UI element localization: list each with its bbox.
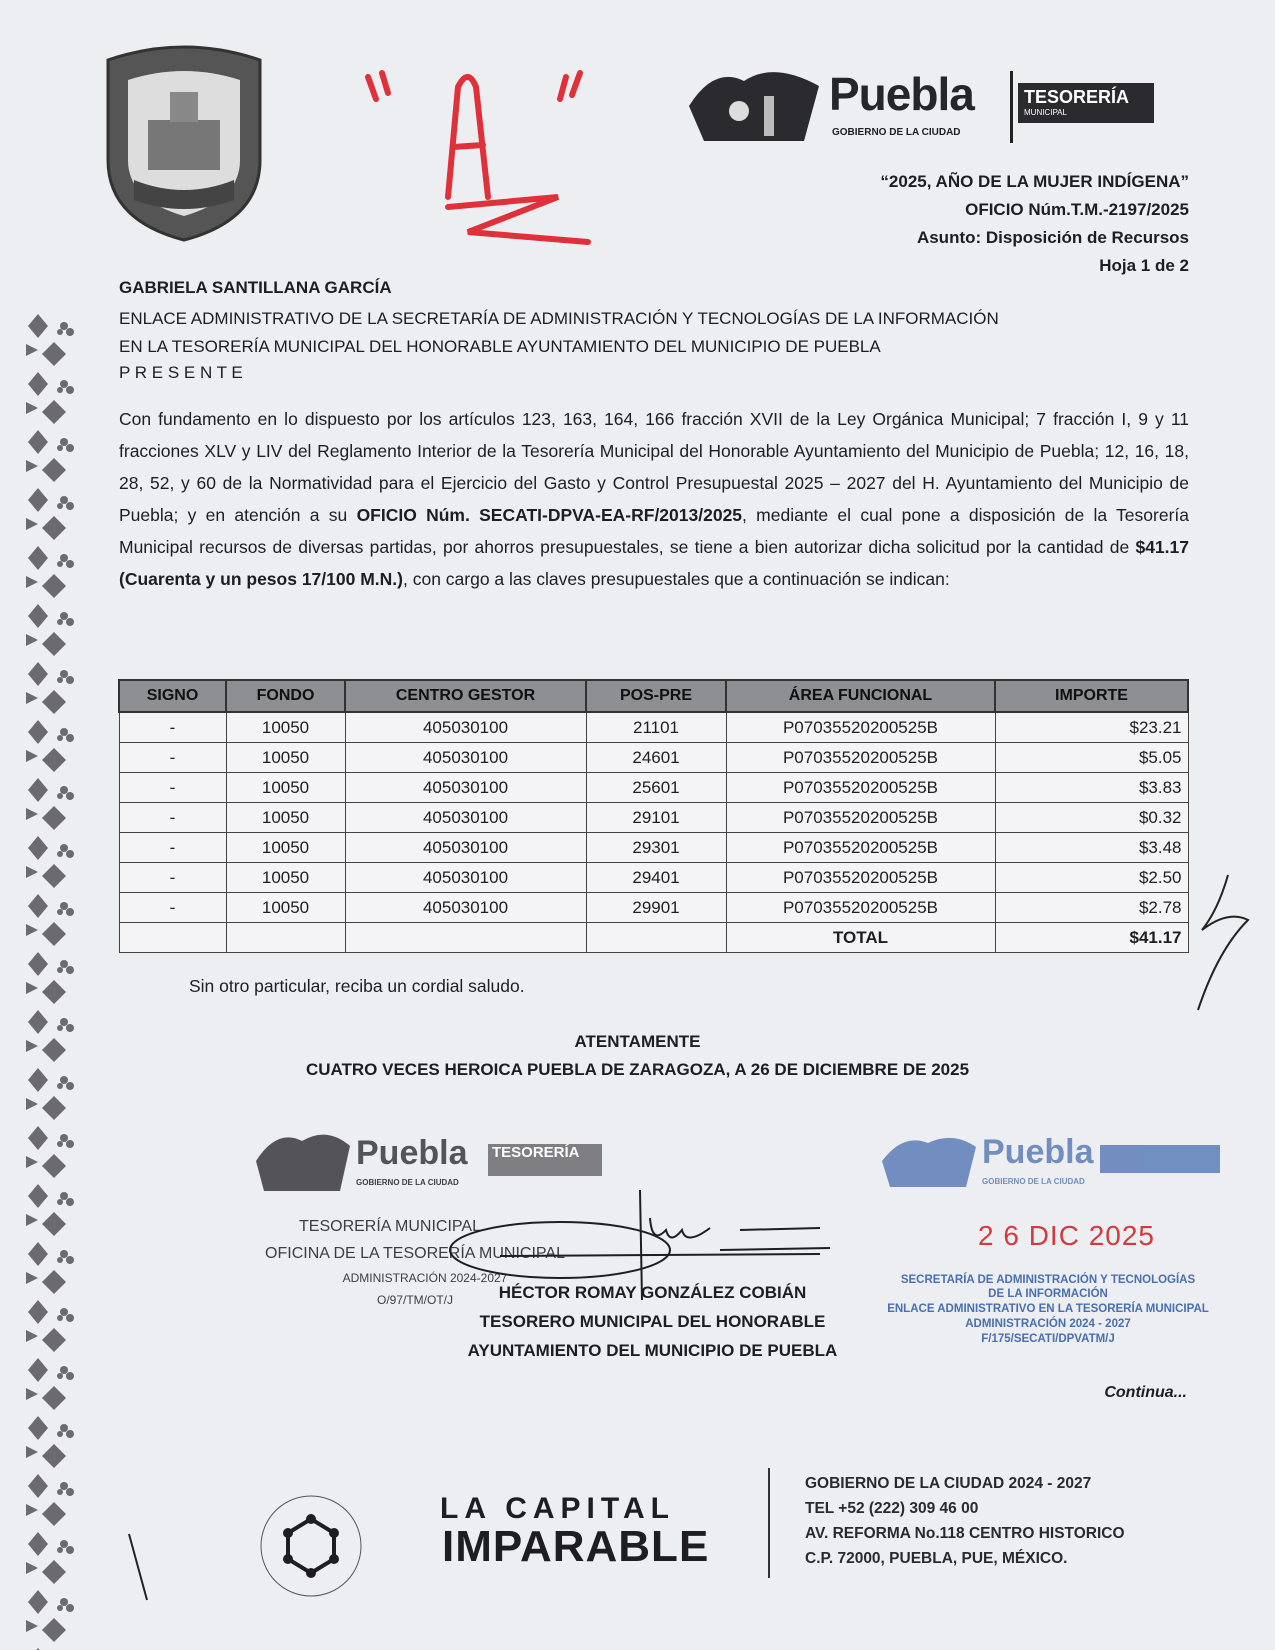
table-cell: P07035520200525B (726, 863, 995, 893)
stamp-line4: O/97/TM/OT/J (376, 1293, 453, 1307)
budget-table (118, 679, 1189, 953)
column-header: ÁREA FUNCIONAL (726, 680, 995, 712)
table-cell: $0.32 (995, 803, 1188, 833)
table-cell: 29401 (586, 863, 726, 893)
received-date-stamp: 2 6 DIC 2025 (978, 1220, 1155, 1251)
table-row (119, 803, 1188, 833)
table-cell: 10050 (226, 743, 345, 773)
column-header: IMPORTE (995, 680, 1188, 712)
table-row (119, 712, 1188, 743)
table-cell: 29901 (586, 893, 726, 923)
decorative-border (24, 312, 80, 1650)
table-cell: 405030100 (345, 803, 586, 833)
table-cell: 10050 (226, 803, 345, 833)
table-cell: 10050 (226, 863, 345, 893)
footer-line2: TEL +52 (222) 309 46 00 (805, 1500, 979, 1517)
table-cell: - (119, 893, 226, 923)
asunto: Asunto: Disposición de Recursos (916, 228, 1189, 247)
stamp-line1: TESORERÍA MUNICIPAL (299, 1218, 481, 1235)
table-cell: P07035520200525B (726, 712, 995, 743)
received-stamp-line2: DE LA INFORMACIÓN (988, 1288, 1108, 1300)
table-cell: P07035520200525B (726, 893, 995, 923)
signer-title1: TESORERO MUNICIPAL DEL HONORABLE (479, 1312, 826, 1331)
received-stamp-line1: SECRETARÍA DE ADMINISTRACIÓN Y TECNOLOGÍAS (900, 1274, 1196, 1286)
empty-cell (226, 923, 345, 953)
empty-cell (119, 923, 226, 953)
slogan-line1: LA CAPITAL (440, 1492, 675, 1525)
total-label: TOTAL (726, 923, 995, 953)
table-row (119, 893, 1188, 923)
slogan-line2: IMPARABLE (442, 1522, 710, 1571)
table-cell: 10050 (226, 893, 345, 923)
received-stamp-line3: ENLACE ADMINISTRATIVO EN LA TESORERÍA MUNICIPAL (887, 1303, 1209, 1315)
column-header: CENTRO GESTOR (345, 680, 586, 712)
table-cell: $2.50 (995, 863, 1188, 893)
table-cell: 405030100 (345, 893, 586, 923)
place-date: CUATRO VECES HEROICA PUEBLA DE ZARAGOZA, A 26 DE DICIEMBRE DE 2025 (305, 1060, 970, 1079)
table-cell: $5.05 (995, 743, 1188, 773)
tesoreria-stamp-logo: Puebla GOBIERNO DE LA CIUDAD TESORERÍA (252, 1126, 597, 1196)
table-row (119, 743, 1188, 773)
table-cell: $3.83 (995, 773, 1188, 803)
handwritten-initial (1188, 870, 1258, 1020)
table-cell: P07035520200525B (726, 803, 995, 833)
total-row (119, 923, 1188, 953)
received-stamp-line5: F/175/SECATI/DPVATM/J (981, 1333, 1115, 1345)
addressee-line2: EN LA TESORERÍA MUNICIPAL DEL HONORABLE AYUNTAMIENTO DEL MUNICIPIO DE PUEBLA (119, 337, 881, 356)
column-header: POS-PRE (586, 680, 726, 712)
table-row (119, 773, 1188, 803)
table-cell: P07035520200525B (726, 773, 995, 803)
table-cell: 405030100 (345, 773, 586, 803)
table-cell: - (119, 743, 226, 773)
received-stamp-line4: ADMINISTRACIÓN 2024 - 2027 (965, 1318, 1131, 1330)
signer-name: HÉCTOR ROMAY GONZÁLEZ COBIÁN (498, 1283, 807, 1302)
total-value: $41.17 (995, 923, 1188, 953)
received-stamp-logo: Puebla GOBIERNO DE LA CIUDAD (878, 1131, 1223, 1191)
table-cell: 10050 (226, 773, 345, 803)
oficio-number: OFICIO Núm.T.M.-2197/2025 (965, 200, 1189, 219)
table-cell: 10050 (226, 833, 345, 863)
table-cell: $3.48 (995, 833, 1188, 863)
table-cell: 24601 (586, 743, 726, 773)
signer-title2: AYUNTAMIENTO DEL MUNICIPIO DE PUEBLA (467, 1341, 838, 1360)
footer-line4: C.P. 72000, PUEBLA, PUE, MÉXICO. (805, 1550, 1068, 1567)
table-cell: 405030100 (345, 743, 586, 773)
table-cell: 10050 (226, 712, 345, 743)
body-paragraph: Con fundamento en lo dispuesto por los artículos 123, 163, 164, 166 fracción XVII de la Ley Orgánica Municipal; 7 fracción I, 9 y 11 fracciones XLV y LIV del Reglamento Interior de la Tesorería Municipal del Honorable Ayuntamiento del Municipio de Puebla; 12, 16, 18, 28, 52, y 60 de la Normatividad para el Ejercicio del Gasto y Control Presupuestal 2025 – 2027 del H. Ayuntamiento del Municipio de Puebla; y en atención a su OFICIO Núm. SECATI-DPVA-EA-RF/2013/2025, mediante el cual pone a disposición de la Tesorería Municipal recursos de diversas partidas, por ahorros presupuestales, se tiene a bien autorizar dicha solicitud por la cantidad de $41.17 (Cuarenta y un pesos 17/100 M.N.), con cargo a las claves presupuestales que a continuación se indican: (119, 409, 1189, 589)
table-cell: 405030100 (345, 712, 586, 743)
puebla-tesoreria-logo: Puebla GOBIERNO DE LA CIUDAD TESORERÍA MUNICIPAL (684, 61, 1154, 149)
addressee-line1: ENLACE ADMINISTRATIVO DE LA SECRETARÍA DE ADMINISTRACIÓN Y TECNOLOGÍAS DE LA INFORMACIÓN (119, 309, 999, 328)
table-cell: P07035520200525B (726, 833, 995, 863)
salutation: Sin otro particular, reciba un cordial saludo. (189, 976, 525, 996)
addressee-name: GABRIELA SANTILLANA GARCÍA (119, 278, 392, 297)
table-cell: 21101 (586, 712, 726, 743)
empty-cell (586, 923, 726, 953)
table-cell: 405030100 (345, 863, 586, 893)
year-motto: “2025, AÑO DE LA MUJER INDÍGENA” (880, 172, 1189, 191)
table-cell: 25601 (586, 773, 726, 803)
table-row (119, 863, 1188, 893)
table-cell: P07035520200525B (726, 743, 995, 773)
table-cell: 29301 (586, 833, 726, 863)
column-header: FONDO (226, 680, 345, 712)
table-cell: 405030100 (345, 833, 586, 863)
pen-mark (125, 1530, 155, 1605)
continua: Continua... (1104, 1384, 1187, 1401)
handwritten-mark-a (358, 47, 620, 259)
stamp-line3: ADMINISTRACIÓN 2024-2027 (342, 1271, 508, 1285)
city-seal (100, 40, 268, 242)
presente: P R E S E N T E (119, 363, 243, 382)
table-cell: - (119, 863, 226, 893)
table-cell: - (119, 803, 226, 833)
table-row (119, 833, 1188, 863)
stamp-line2: OFICINA DE LA TESORERÍA MUNICIPAL (265, 1245, 565, 1262)
atentamente: ATENTAMENTE (574, 1032, 701, 1051)
table-cell: - (119, 712, 226, 743)
footer-line1: GOBIERNO DE LA CIUDAD 2024 - 2027 (805, 1475, 1092, 1492)
footer-line3: AV. REFORMA No.118 CENTRO HISTORICO (805, 1525, 1125, 1542)
page-indicator: Hoja 1 de 2 (1099, 256, 1189, 275)
table-cell: - (119, 833, 226, 863)
empty-cell (345, 923, 586, 953)
column-header: SIGNO (119, 680, 226, 712)
equality-seal (258, 1489, 364, 1603)
table-cell: - (119, 773, 226, 803)
table-cell: $2.78 (995, 893, 1188, 923)
table-cell: $23.21 (995, 712, 1188, 743)
table-cell: 29101 (586, 803, 726, 833)
